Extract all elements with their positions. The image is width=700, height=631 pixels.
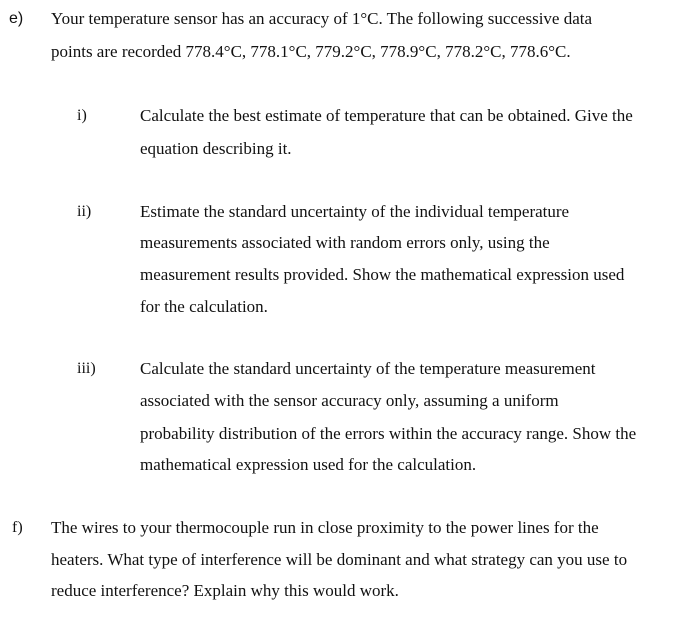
question-e-text-line-2: points are recorded 778.4°C, 778.1°C, 779.2°C, 778.9°C, 778.2°C, 778.6°C.	[51, 42, 571, 61]
part-ii-label: ii)	[77, 203, 92, 220]
question-f-label: f)	[12, 519, 23, 536]
part-i-label: i)	[77, 107, 87, 124]
question-e-label: e)	[9, 10, 24, 27]
part-iii-label: iii)	[77, 360, 96, 377]
part-ii-text-line-3: measurement results provided. Show the mathematical expression used	[140, 265, 625, 284]
part-iii-text-line-2: associated with the sensor accuracy only, assuming a uniform	[140, 391, 559, 410]
question-f-text-line-1: The wires to your thermocouple run in close proximity to the power lines for the	[51, 518, 599, 537]
question-f-text-line-2: heaters. What type of interference will be dominant and what strategy can you use to	[51, 550, 628, 569]
question-e-text-line-1: Your temperature sensor has an accuracy of 1°C. The following successive data	[51, 9, 593, 28]
part-ii-text-line-4: for the calculation.	[140, 297, 268, 316]
part-ii-text-line-1: Estimate the standard uncertainty of the individual temperature	[140, 202, 570, 221]
part-i-text-line-2: equation describing it.	[140, 139, 292, 158]
part-i-text-line-1: Calculate the best estimate of temperature that can be obtained. Give the	[140, 106, 633, 125]
part-ii-text-line-2: measurements associated with random errors only, using the	[140, 233, 550, 252]
question-f-text-line-3: reduce interference? Explain why this would work.	[51, 581, 399, 600]
part-iii-text-line-4: mathematical expression used for the calculation.	[140, 455, 477, 474]
part-iii-text-line-1: Calculate the standard uncertainty of the temperature measurement	[140, 359, 596, 378]
part-iii-text-line-3: probability distribution of the errors within the accuracy range. Show the	[140, 424, 637, 443]
